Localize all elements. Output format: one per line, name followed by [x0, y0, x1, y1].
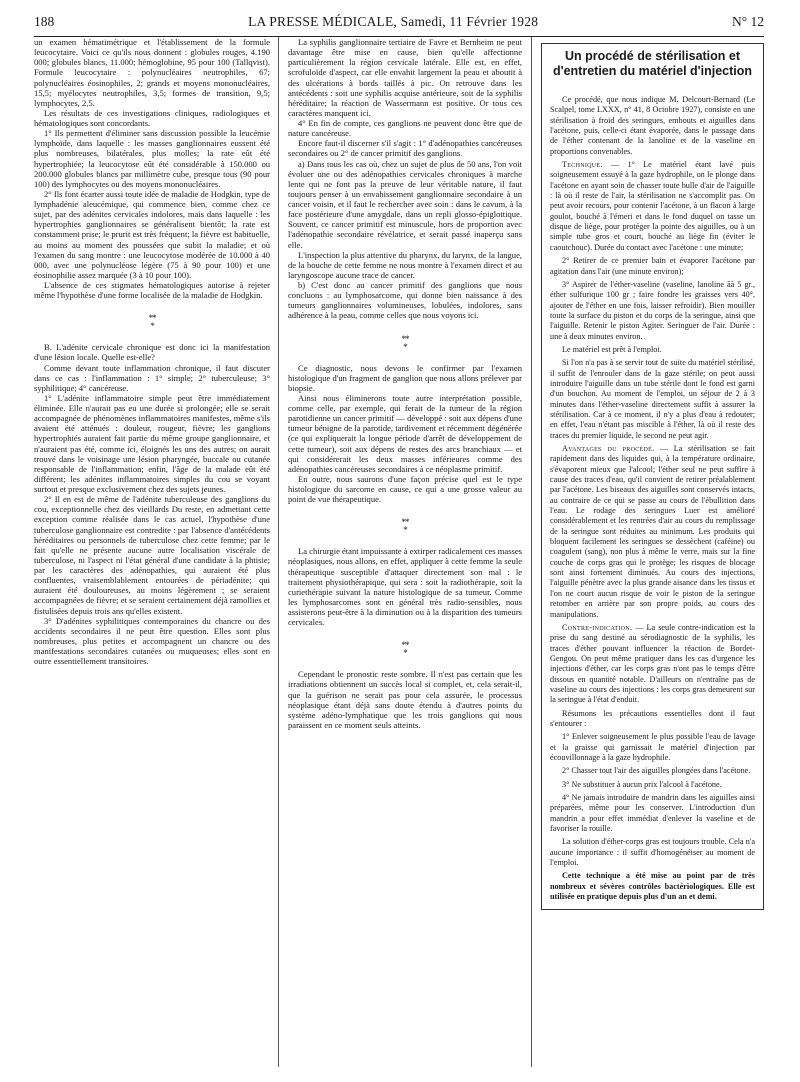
paragraph: b) C'est donc au cancer primitif des ganglions que nous concluons : au lymphosarcome, qui donne bien naissance à des tumeurs ganglionnaires volumineuses, lobulées, indolores, sans adhérence à la peau, comme celles que nous voyons ici. [288, 280, 522, 321]
paragraph: La solution d'éther-corps gras est toujours trouble. Cela n'a aucune importance : il suffit d'homogénéiser au moment de l'emploi. [550, 837, 755, 868]
paragraph: 3° Aspirer de l'éther-vaseline (vaseline, lanoline ãã 5 gr., éther sulfurique 100 gr ; faire fondre les graisses vers 40°, ajouter de l'éther en une fois, laisser refroidir). Bien mouiller toute la surface du piston et du corps de la seringue, ainsi que l'aiguille. Retenir le piston Agiter. Seringuer de l'air. Durée : une à deux minutes environ. [550, 279, 755, 341]
paragraph: En outre, nous saurons d'une façon précise quel est le type histologique du sarcome en cause, ce qui a une grosse valeur au point de vue thérapeutique. [288, 473, 522, 505]
page-header [34, 14, 764, 32]
paragraph: Cette technique a été mise au point par de très nombreux et sévères contrôles bactériologiques. Elle est utilisée en pratique depuis plus d'un an et demi. [550, 871, 755, 902]
paragraph: a) Dans tous les cas où, chez un sujet de plus de 50 ans, l'on voit évoluer une ou des adénopathies cervicales chroniques à marche lente qui ne font pas la preuve de leur véritable nature, il faut toujours penser à un envahissement ganglionnaire secondaire à un cancer voisin, et il faut le rechercher avec soin : dans le cavum, à la face postérieure d'une amygdale, dans un repli glosso-épiglottique. Souvent, ce cancer primitif est minuscule, hors de proportion avec l'adénopathie secondaire révélatrice, et serait passé inaperçu sans elle. [288, 158, 522, 250]
issue-number: N° 12 [731, 14, 764, 29]
paragraph: 2° Chasser tout l'air des aiguilles plongées dans l'acétone. [562, 766, 751, 776]
paragraph [550, 444, 755, 620]
paragraph: 3° Ne substituer à aucun prix l'alcool à l'acétone. [562, 779, 722, 789]
paragraph: Résumons les précautions essentielles dont il faut s'entourer : [550, 708, 755, 728]
paragraph: 2° Retirer de ce premier bain et évaporer l'acétone par agitation dans l'air (une minute environ); [550, 256, 755, 276]
paragraph: Si l'on n'a pas à se servir tout de suite du matériel stérilisé, il suffit de l'enrouler dans de la gaze stérile; on peut aussi introduire l'aiguille dans un tube stérile dont le fond est garni d'un bouchon. Au moment de l'emploi, un séjour de 2 à 3 minutes dans l'éther-vaseline directement suffit à assurer la stérilisation. Car à ce moment, il n'y a plus d'eau à redouter; en effet, l'eau n'étant pas miscible à l'éther, là où il reste des traces du premier liquide, le second ne peut agir. [550, 358, 755, 440]
paragraph: 1° Ils permettent d'éliminer sans discussion possible la leucémie lymphoïde, dans laquelle : les masses ganglionnaires eussent été plus nombreuses, bilatérales, plus molles; la rate eût été hypertrophiée; la leucocytose eût été considérable à 150.000 ou 200.000 globules blancs par millimètre cube, presque tous (90 pour 100) des lymphocytes ou des moyens mononucléaires. [34, 128, 270, 189]
page-number: 188 [34, 14, 55, 29]
article-title: Un procédé de stérilisation et d'entretien du matériel d'injection [552, 49, 753, 78]
paragraph: Ainsi nous éliminerons toute autre interprétation possible, comme celle, par exemple, qui ferait de la tumeur de la région parotidienne un cancer primitif — développé : soit aux dépens d'une tumeur bénigne de la parotide, tardivement et récemment dégénérée (ce qui expliquerait la longue période d'arrêt de développement de cette tumeur), soit aux dépens de restes des arcs branchiaux — et qui considérerait les deux masses inférieures comme des adénopathies cancéreuses secondaires à ce néoplasme primitif. [288, 392, 522, 474]
paragraph: 1° L'adénite inflammatoire simple peut être immédiatement éliminée. Elle n'aurait pas eu une durée si prolongée; elle se serait accompagnée de phénomènes inflammatoires manifestes, même s'ils avaient été atténués : douleur, rougeur, fièvre; les ganglions hypertrophiés auraient fait partie du même groupe ganglionnaire, et n'auraient pas été, comme ici, éloignés les uns des autres; on aurait trouvé dans le voisinage une lésion pharyngée, buccale ou cutanée responsable de l'inflammation; enfin, l'âge de la malade eût été différent; les adénites inflammatoires simples du cou se voyant surtout et presque exclusivement chez des sujets jeunes. [34, 392, 270, 494]
paragraph [550, 623, 755, 706]
paragraph: B. L'adénite cervicale chronique est donc ici la manifestation d'une lésion locale. Quelle est-elle? [34, 342, 270, 363]
section-separator: ** * [401, 517, 409, 536]
paragraph: 4° En fin de compte, ces ganglions ne peuvent donc être que de nature cancéreuse. [288, 118, 522, 139]
paragraph: Les résultats de ces investigations cliniques, radiologiques et hématologiques sont concordants. [34, 107, 270, 128]
paragraph: L'absence de ces stigmates hématologiques autorise à rejeter même l'hypothèse d'une forme localisée de la maladie de Hodgkin. [34, 280, 270, 301]
section-separator: ** * [401, 640, 409, 659]
paragraph: 1° Enlever soigneusement le plus possible l'eau de lavage et la graisse qui garnissait le matériel d'injection par écouvillonnage à la gaze hydrophile. [550, 732, 755, 762]
article-box [541, 43, 764, 910]
paragraph: Le matériel est prêt à l'emploi. [562, 344, 662, 354]
paragraph: Ce diagnostic, nous devons le confirmer par l'examen histologique d'un fragment de ganglion que nous allons prélever par biopsie. [288, 362, 522, 393]
paragraph: Ce procédé, que nous indique M. Delcourt-Bernard (Le Scalpel, tome LXXX, n° 41, 8 Octobre 1927), consiste en une stérilisation à froid des seringues, embouts et aiguilles dans l'acétone, puis, celle-ci étant évaporée, dans le passage dans de l'éther contenant de la lanoline et de la vaseline en proportions convenables. [550, 95, 755, 156]
paragraph: Comme devant toute inflammation chronique, il faut discuter dans ce cas : l'inflammation : 1° simple; 2° tuberculeuse; 3° syphilitique; 4° cancéreuse. [34, 362, 270, 393]
paragraph: 2° Ils font écarter aussi toute idée de maladie de Hodgkin, type de lymphadénie aleucémique, qui commence bien, comme chez ce sujet, par des adénites cervicales indolores, mais dans laquelle : les hypertrophies ganglionnaires se généralisent bientôt; la rate est constamment prise; le prurit est très fréquent; la fièvre est habituelle, au moins au moment des poussées que subit la maladie; et où l'examen du sang montre : une leucocytose modérée de 10.000 à 40 000, avec une polynucléose légère (75 à 90 pour 100) et une éosinophilie assez marquée (3 à 10 pour 100). [34, 188, 270, 280]
paragraph: un examen hématimétrique et l'établissement de la formule leucocytaire. Voici ce qu'ils nous donnent : globules rouges, 4.190 000; globules blancs, 11.000; hémoglobine, 95 pour 100 (Tallqvist). Formule leucocytaire : polynucléaires neutrophiles, 67; polynucléaires éosinophiles, 2; grands et moyens mononucléaires, 15,5; myélocytes neutrophiles, 3,5; formes de transition, 9,5; lymphocytes, 2,5. [34, 37, 270, 108]
section-separator: ** * [148, 313, 156, 332]
section-label: Technique. [562, 160, 603, 170]
paragraph [550, 160, 755, 253]
section-separator: ** * [401, 333, 409, 352]
paragraph: L'inspection la plus attentive du pharynx, du larynx, de la langue, de la bouche de cette femme ne nous montre à l'examen direct et au laryngoscope aucune trace de cancer. [288, 249, 522, 280]
section-text: — La stérilisation se fait rapidement dans des liquides qui, à la température ordinaire, s'évaporent mieux que l'alcool; l'éther seul ne peut suffire à cause des traces d'eau, qu'il convient de retirer préalablement par l'acétone. Les biseaux des aiguilles sont conservés intacts, au contraire de ce qui se passe au cours de l'ébullition dans l'eau. Le rodage des seringues Luer est amélioré considérablement et les rentrées d'air au cours du remplissage de la seringue sont réduites au minimum. Les produits qui bloquent facilement les seringues se dessèchent (caféine) ou coagulent (sang), non plus à même le verre, mais sur la fine couche de corps gras qui le protège; les risques de blocage sont ainsi fortement diminués. Au cours des injections, l'aiguille pénètre avec la plus grande aisance dans les tissus et l'on ne court aucun risque de voir le piston de la seringue retomber en arrière par son propre poids, au cours des manipulations. [550, 444, 755, 619]
section-text: — La seule contre-indication est la prise du sang destiné au sérodiagnostic de la syphilis, les traces d'éther pouvant influencer la réaction de Bordet-Gengou. On peut même pratiquer dans les cas d'urgence les injections d'éther, car les corps gras n'ont pas le temps d'être dissous en quantité notable. D'ailleurs on n'entraîne pas de vaseline au cours des injections : les corps gras demeurent sur la seringue à l'état d'enduit. [550, 622, 756, 705]
columns [34, 37, 764, 1067]
paragraph: La chirurgie étant impuissante à extirper radicalement ces masses néoplasiques, nous allons, en effet, appliquer à cette femme la seule thérapeutique susceptible d'attaquer directement son mal : le traitement physiothérapique, qui sera : soit la radiothérapie, soit la curiethérapie suivant la nature histologique de sa tumeur. Comme les lymphosarcomes sont en général très radio-sensibles, nous assisterons peut-être à la diminution ou à la disparition des tumeurs cervicales. [288, 546, 522, 628]
section-label: Avantages du procédé. [562, 444, 655, 453]
journal-title: LA PRESSE MÉDICALE, Samedi, 11 Février 1928 [248, 14, 539, 29]
column-right [531, 37, 764, 1067]
section-label: Contre-indication. [562, 622, 633, 632]
article-body [550, 95, 755, 902]
column-middle [278, 37, 531, 1067]
paragraph: 4° Ne jamais introduire de mandrin dans les aiguilles ainsi préparées, même pour les conserver. L'introduction d'un mandrin a pour effet immédiat d'enlever la vaseline et de favoriser la rouille. [550, 793, 755, 834]
paragraph: 2° Il en est de même de l'adénite tuberculeuse des ganglions du cou, exceptionnelle chez des vieillards Du reste, en admettant cette exception comme réalisée dans le cas actuel, l'hypothèse d'une tuberculose ganglionnaire est contredite : par l'absence d'antécédents héréditaires ou personnels de tuberculose chez cette femme; par le fait qu'elle ne présente aucune autre localisation viscérale de tuberculose, ni l'aspect ni l'état général d'une candidate à la phtisie; par les caractères des adénopathies, qui auraient été plus confluentes, vraisemblablement entourées de périadénite; qui auraient été douloureuses, au moins légèrement ; se seraient accompagnées de fièvre; et se seraient certainement déjà ramollies et fistulisées depuis trois ans qu'elles existent. [34, 494, 270, 616]
paragraph: Encore faut-il discerner s'il s'agit : 1° d'adénopathies cancéreuses secondaires ou 2° de cancer primitif des ganglions. [288, 138, 522, 159]
paragraph: Cependant le pronostic reste sombre. Il n'est pas certain que les irradiations obtiennent un succès local si complet, et, cela serait-il, que la guérison ne serait pas pour cela assurée, le processus néoplasique étant déjà sans doute étendu à d'autres points du système adéno-lymphatique que les trois ganglions qui nous paraissent en ce moment seuls atteints. [288, 669, 522, 730]
section-text: — 1° Le matériel étant lavé puis soigneusement essuyé à la gaze hydrophile, on le plonge dans l'acétone en ayant soin de chasser toute bulle d'air de l'aiguille : là où il reste de l'air, la stérilisation ne s'accomplit pas. On peut avoir recours, pour contenir l'acétone, à un flacon à large goulot, bouché à l'émeri et dans le fond duquel on tasse un disque de liège, pour protéger la pointe des aiguilles, ou à un simple tube gros et court, bouché au liège fin (éviter le caoutchouc). Durée du contact avec l'acétone : une minute; [550, 160, 755, 252]
paragraph: 3° D'adénites syphilitiques contemporaines du chancre ou des accidents secondaires il ne peut être question. Elles sont plus nombreuses, plus petites et accompagnent un chancre ou des manifestations secondaires cutanées ou muqueuses; elles sont en outre essentiellement transitoires. [34, 615, 270, 667]
paragraph: La syphilis ganglionnaire tertiaire de Favre et Bernheim ne peut davantage être mise en cause, bien qu'elle affectionne particulièrement la région cervicale latérale. Elle est, en effet, scrofuloïde d'aspect, car elle envahit largement la peau et aboutit à des ulcérations à bords taillés à pic. On retrouve dans les antécédents : soit une syphilis acquise antérieure, soit de la syphilis héréditaire; la réaction de Wassermann est positive. Or tous ces caractères manquent ici. [288, 37, 522, 118]
column-left [34, 37, 278, 1067]
